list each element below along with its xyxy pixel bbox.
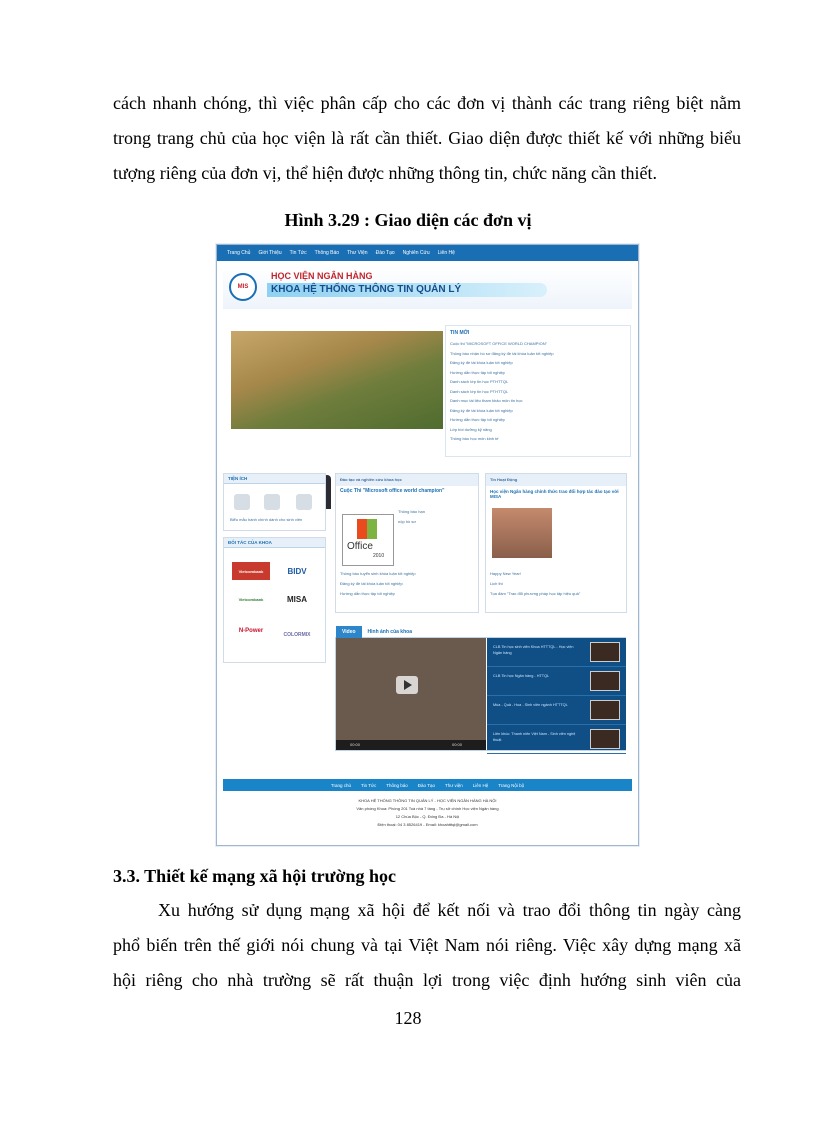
partners-title: ĐỐI TÁC CỦA KHOA bbox=[224, 538, 325, 548]
office-icon bbox=[357, 519, 377, 539]
text-line: phổ biến trên thế giới nói chung và tại Việt Nam nói riêng. Việc xây dựng mạng xã bbox=[113, 935, 741, 955]
news-item: Danh sách lớp tin học PTHTTQL bbox=[450, 388, 509, 394]
partner-logo: N-Power bbox=[238, 628, 264, 634]
text-line: Xu hướng sử dụng mạng xã hội để kết nối và trao đổi thông tin ngày càng bbox=[158, 900, 741, 920]
partner-logo: MISA bbox=[287, 594, 307, 604]
address-line: Văn phòng Khoa: Phòng 201 Toà nhà 7 tầng - Trụ sở chính Học viện Ngân hàng bbox=[356, 806, 499, 811]
office-label: Office bbox=[347, 541, 373, 552]
video-thumbnail bbox=[590, 671, 620, 691]
footer-nav-item[interactable]: Đào Tạo bbox=[417, 782, 435, 788]
website-screenshot bbox=[216, 244, 639, 846]
partner-logo: Vietcombank bbox=[232, 562, 270, 580]
tienich-box bbox=[223, 473, 326, 531]
video-thumbnail bbox=[590, 700, 620, 720]
research-box bbox=[335, 473, 479, 613]
news-item: Cuộc thi "MICROSOFT OFFICE WORLD CHAMPION" bbox=[450, 341, 547, 346]
nav-item: Giới Thiệu bbox=[258, 250, 282, 256]
video-item-title: CLB Tin học sinh viên Khoa HTTTQL - Học viện Ngân hàng bbox=[493, 645, 574, 655]
research-link[interactable]: Đăng ký đề tài khóa luận tốt nghiệp bbox=[340, 581, 403, 586]
video-item-title: CLB Tin học Ngân hàng - HTTQL bbox=[493, 674, 550, 678]
figure-caption: Hình 3.29 : Giao diện các đơn vị bbox=[284, 210, 532, 230]
mis-logo bbox=[229, 273, 257, 301]
footer-nav-item[interactable]: Trang Nội bộ bbox=[498, 782, 525, 788]
news-item: Thông báo học môn kinh tế bbox=[450, 436, 499, 441]
nav-item: Thông Báo bbox=[314, 250, 340, 256]
news-item: Hướng dẫn thực tập tốt nghiệp bbox=[450, 417, 505, 422]
footer-address bbox=[217, 797, 638, 829]
nav-item: Thư Viện bbox=[347, 250, 368, 256]
nav-item: Liên Hệ bbox=[437, 250, 455, 256]
footer-nav bbox=[223, 779, 632, 791]
page-number: 128 bbox=[394, 1008, 422, 1028]
address-line: Điện thoại: 04 3 8526419 - Email: khoahtttql@gmail.com bbox=[377, 822, 478, 827]
partner-logo: Vietcombank bbox=[238, 596, 264, 602]
research-link[interactable]: Thông báo tuyển sinh khóa luận tốt nghiệp bbox=[340, 571, 416, 576]
research-link[interactable]: Hướng dẫn thực tập tốt nghiệp bbox=[340, 591, 395, 596]
footer-nav-item[interactable]: Thông báo bbox=[386, 782, 408, 788]
top-nav bbox=[217, 245, 638, 261]
address-line: KHOA HỆ THỐNG THÔNG TIN QUẢN LÝ - HỌC VIỆN NGÂN HÀNG HÀ NỘI bbox=[358, 798, 497, 803]
video-item[interactable] bbox=[487, 667, 626, 696]
paragraph-2 bbox=[113, 893, 741, 998]
tienich-caption: Biểu mẫu hành chính dành cho sinh viên bbox=[230, 517, 303, 522]
computer-icon bbox=[234, 494, 250, 510]
nav-item: Nghiên Cứu bbox=[402, 250, 430, 256]
document-icon bbox=[296, 494, 312, 510]
footer-nav-item[interactable]: Tin Tức bbox=[360, 782, 377, 788]
site-banner bbox=[223, 265, 632, 309]
group-photo bbox=[231, 331, 443, 429]
play-icon[interactable] bbox=[396, 676, 418, 694]
section-heading: 3.3. Thiết kế mạng xã hội trường học bbox=[113, 866, 396, 886]
news-box bbox=[445, 325, 631, 457]
video-controls[interactable] bbox=[336, 740, 486, 750]
video-list bbox=[487, 638, 626, 750]
activity-title: Học viện Ngân hàng chính thức trao đổi hợp tác đào tạo với MISA bbox=[490, 489, 619, 499]
logo-text: MIS bbox=[237, 284, 249, 290]
office-2010-logo bbox=[342, 514, 394, 566]
paragraph-1 bbox=[113, 86, 741, 191]
banner-subtitle: KHOA HỆ THỐNG THÔNG TIN QUẢN LÝ bbox=[267, 283, 547, 297]
activity-link[interactable]: Tọa đàm "Trao đổi phương pháp học tập hiệu quả" bbox=[490, 591, 581, 596]
activity-link[interactable]: Happy New Year! bbox=[490, 571, 521, 576]
news-item: Đăng ký đề tài khóa luận tốt nghiệp bbox=[450, 407, 513, 413]
nav-item: Tin Tức bbox=[289, 250, 307, 256]
partners-box bbox=[223, 537, 326, 663]
text-line: hội riêng cho nhà trường sẽ rất thuận lợi trong việc định hướng sinh viên của bbox=[113, 970, 741, 990]
news-item: Danh sách lớp tin học PTHTTQL bbox=[450, 379, 509, 384]
video-item[interactable] bbox=[487, 696, 626, 725]
nav-item: Trang Chủ bbox=[227, 250, 251, 256]
text-line: cách nhanh chóng, thì việc phân cấp cho các đơn vị thành các trang riêng biệt nằm bbox=[113, 93, 741, 113]
office-year: 2010 bbox=[373, 553, 385, 559]
text-line: tượng riêng của đơn vị, thể hiện được những thông tin, chức năng cần thiết. bbox=[113, 163, 657, 183]
banner-title: HỌC VIỆN NGÂN HÀNG bbox=[271, 271, 373, 281]
video-tabs bbox=[336, 626, 418, 638]
video-item-title: Mùa - Quả - Hoa - Sinh viên ngành HTTTQL bbox=[493, 703, 568, 707]
research-desc: Thông báo hạn bbox=[398, 509, 425, 514]
partner-logo: BIDV bbox=[287, 566, 307, 576]
footer-nav-item[interactable]: Trang chủ bbox=[330, 782, 351, 788]
video-section bbox=[335, 629, 626, 751]
tienich-title: TIỆN ÍCH bbox=[224, 474, 325, 484]
tab-photos[interactable]: Hình ảnh của khoa bbox=[367, 629, 412, 635]
video-thumbnail bbox=[590, 729, 620, 749]
video-item[interactable] bbox=[487, 725, 626, 754]
partner-logo: COLORMIX bbox=[283, 632, 311, 638]
news-item: Thông báo nhận hồ sơ đăng ký đề tài khóa luận tốt nghiệp bbox=[450, 350, 554, 356]
news-item: Lớp bồi dưỡng kỹ năng bbox=[450, 426, 492, 432]
news-item: Danh mục tài liệu tham khảo môn tin học bbox=[450, 398, 523, 403]
news-item: Đăng ký đề tài khóa luận tốt nghiệp bbox=[450, 360, 513, 365]
research-header: Đào tạo và nghiên cứu khoa học bbox=[336, 474, 478, 486]
news-item: Hướng dẫn thực tập tốt nghiệp bbox=[450, 369, 505, 375]
tab-video[interactable]: Video bbox=[336, 626, 362, 638]
video-item-title: Liên khúc: Thanh niên Việt Nam - Sinh viên nghệ thuật bbox=[493, 732, 576, 742]
research-desc: nộp hồ sơ bbox=[398, 519, 416, 524]
text-line: trong trang chủ của học viện là rất cần thiết. Giao diện được thiết kế với những biểu bbox=[113, 128, 741, 148]
activity-photo bbox=[492, 508, 552, 558]
nav-item: Đào Tạo bbox=[375, 250, 395, 256]
activity-header: Tin Hoạt Động bbox=[486, 474, 626, 486]
video-time-right: 00:00 bbox=[451, 742, 462, 747]
activity-box bbox=[485, 473, 627, 613]
video-item[interactable] bbox=[487, 638, 626, 667]
activity-link[interactable]: Lịch thi bbox=[490, 581, 503, 586]
video-time-left: 00:00 bbox=[350, 742, 361, 747]
printer-icon bbox=[264, 494, 280, 510]
address-line: 12 Chùa Bộc - Q. Đống Đa - Hà Nội bbox=[395, 814, 460, 819]
video-player[interactable] bbox=[336, 638, 486, 750]
footer-nav-item[interactable]: Liên Hệ bbox=[472, 782, 489, 788]
footer-nav-item[interactable]: Thư viện bbox=[444, 782, 463, 788]
video-thumbnail bbox=[590, 642, 620, 662]
research-title: Cuộc Thi "Microsoft office world champion" bbox=[340, 488, 445, 494]
news-title: TIN MỚI bbox=[450, 330, 470, 336]
